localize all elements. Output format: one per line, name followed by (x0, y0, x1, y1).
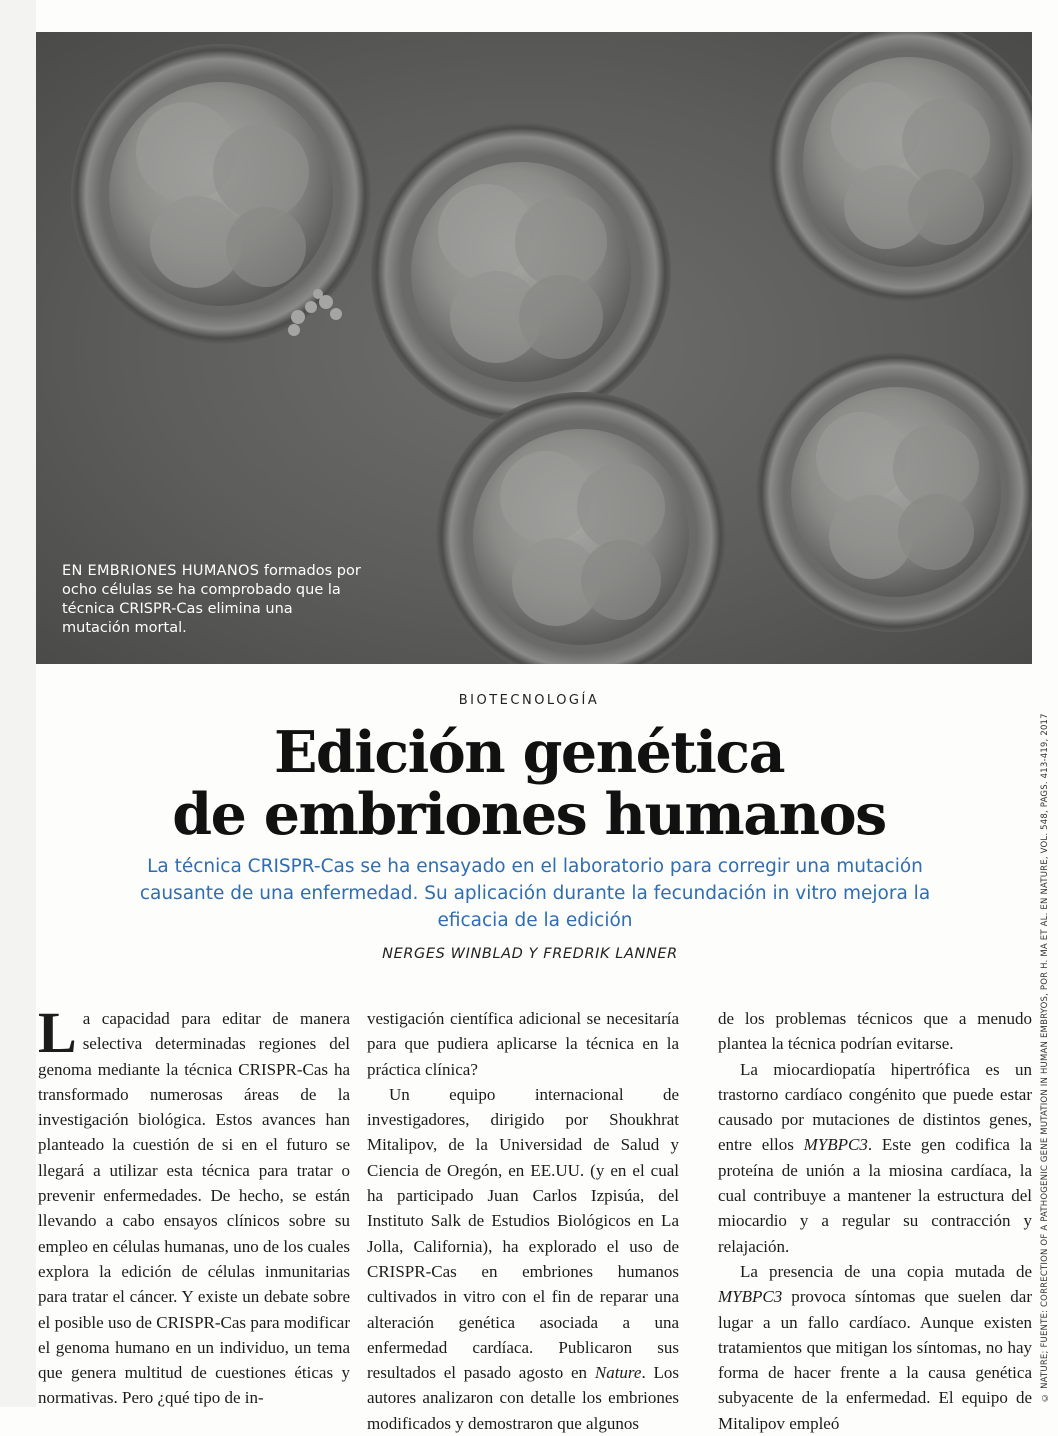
journal-name: Nature (594, 1363, 642, 1383)
embryo-2 (371, 122, 671, 422)
paragraph (718, 1057, 1032, 1259)
caption-text: formados por ocho células se ha comprobado que la técnica CRISPR-Cas elimina una mutación mortal. (62, 563, 361, 636)
paragraph-text: a capacidad para editar de manera selectiva determinadas regiones del genoma mediante la técnica CRISPR-Cas ha transformado numerosas áreas de la investigación biológica. Estos avances han planteado la cuestión de si en el futuro se llegará a utilizar esta técnica para tratar o prevenir enfermedades. De hecho, se están llevando a cabo ensayos clínicos sobre su empleo en células humanas, uno de los cuales explora la edición de células inmunitarias para tratar el cáncer. Y existe un debate sobre el posible uso de CRISPR-Cas para modificar el genoma humano en un individuo, un tema que genera multitud de cuestiones éticas y normativas. Pero ¿qué tipo de in- (38, 1009, 350, 1408)
embryo-photo (36, 32, 1032, 664)
paragraph (38, 1000, 350, 1411)
title-line-1: Edición genética (273, 719, 785, 786)
body-column-1 (38, 1000, 350, 1411)
section-kicker: BIOTECNOLOGÍA (458, 693, 600, 708)
embryo-4 (436, 392, 726, 664)
gene-name: MYBPC3 (803, 1135, 868, 1155)
drop-cap: L (38, 1000, 77, 1065)
paragraph-text: . Este gen codifica la proteína de unión a la miosina cardíaca, la cual contribuye a mantener la estructura del miocardio y a regular su contracción y relajación. (718, 1135, 1032, 1256)
photo-caption (62, 562, 362, 638)
embryo-3 (768, 32, 1032, 302)
paragraph: de los problemas técnicos que a menudo plantea la técnica podrían evitarse. (718, 1009, 1032, 1054)
source-credit: © NATURE; FUENTE: CORRECTION OF A PATHOGENIC GENE MUTATION IN HUMAN EMBRYOS, POR H. MA ET AL. EN NATURE, VOL. 548, PÁGS. 413-419, 2017 (1040, 713, 1050, 1402)
paragraph-text: La presencia de una copia mutada de (740, 1261, 1032, 1281)
embryo-5 (756, 352, 1032, 632)
gene-name: MYBPC3 (718, 1287, 783, 1307)
article-title (0, 719, 1058, 848)
caption-lead: EN EMBRIONES HUMANOS (62, 563, 260, 579)
paragraph-text: . Los autores analizaron con detalle los embriones modificados y demostraron que algunos (367, 1363, 680, 1433)
paragraph-text: Un equipo internacional de investigadores, dirigido por Shoukhrat Mitalipov, de la Universidad de Salud y Ciencia de Oregón, en EE.UU. (y en el cual ha participado Juan Carlos Izpisúa, del Instituto Salk de Estudios Biológicos en La Jolla, California), ha explorado el uso de CRISPR-Cas en embriones humanos cultivados in vitro con el fin de reparar una alteración genética asociada a una enfermedad cardíaca. Publicaron sus resultados el pasado agosto en (367, 1084, 679, 1383)
paragraph-text: provoca síntomas que suelen dar lugar a un fallo cardíaco. Aunque existen tratamientos que mitigan los síntomas, no hay forma de hacer frente a la causa genética subyacente de la enfermedad. El equipo de Mitalipov empleó (718, 1287, 1032, 1433)
paragraph-text: La miocardiopatía hipertrófica es un trastorno cardíaco congénito que puede estar causado por mutaciones de distintos genes, entre ellos (718, 1059, 1032, 1155)
body-column-2 (367, 1006, 679, 1436)
body-column-3 (718, 1006, 1032, 1436)
article-authors: NERGES WINBLAD Y FREDRIK LANNER (382, 946, 678, 962)
paragraph (718, 1259, 1032, 1436)
paragraph (367, 1082, 679, 1436)
article-subtitle: La técnica CRISPR-Cas se ha ensayado en el laboratorio para corregir una mutación causante de una enfermedad. Su aplicación durante la fecundación in vitro mejora la eficacia de la edición (139, 856, 931, 931)
paragraph: vestigación científica adicional se necesitaría para que pudiera aplicarse la técnica en la práctica clínica? (367, 1009, 679, 1079)
title-line-2: de embriones humanos (172, 781, 886, 848)
